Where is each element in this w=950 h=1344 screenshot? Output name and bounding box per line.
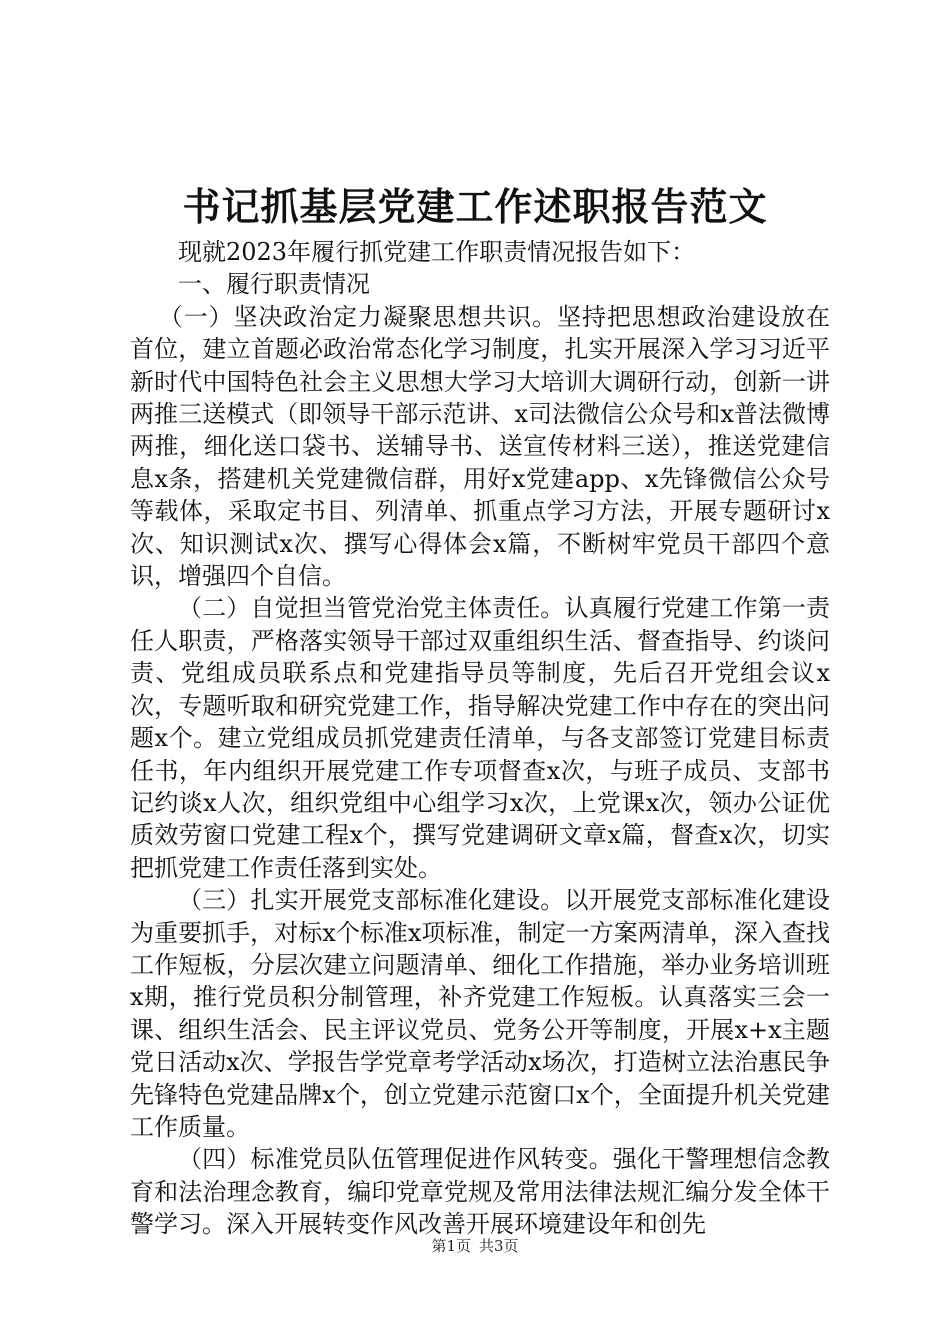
document-body xyxy=(130,236,830,1241)
page-total: 共3页 xyxy=(479,1237,519,1255)
paragraph-item-4: （四）标准党员队伍管理促进作风转变。强化干警理想信念教育和法治理念教育，编印党章党规及常用法律法规汇编分发全体干警学习。深入开展转变作风改善开展环境建设年和创先 xyxy=(130,1145,830,1239)
intro-paragraph: 现就2023年履行抓党建工作职责情况报告如下： xyxy=(178,238,696,266)
document-title: 书记抓基层党建工作述职报告范文 xyxy=(182,184,768,229)
page-number: 第1页 xyxy=(431,1237,471,1255)
page-footer xyxy=(0,1236,950,1256)
paragraph-item-1: （一）坚决政治定力凝聚思想共识。坚持把思想政治建设放在首位，建立首题必政治常态化学习制度，扎实开展深入学习习近平新时代中国特色社会主义思想大学习大培训大调研行动，创新一讲两推三送模式（即领导干部示范讲、x司法微信公众号和x普法微博两推，细化送口袋书、送辅导书、送宣传材料三送），推送党建信息x条，搭建机关党建微信群，用好x党建app、x先锋微信公众号等载体，采取定书目、列清单、抓重点学习方法，开展专题研讨x次、知识测试x次、撰写心得体会x篇，不断树牢党员干部四个意识，增强四个自信。 xyxy=(130,302,830,591)
section-heading: 一、履行职责情况 xyxy=(178,270,370,299)
paragraph-item-3: （三）扎实开展党支部标准化建设。以开展党支部标准化建设为重要抓手，对标x个标准x项标准，制定一方案两清单，深入查找工作短板，分层次建立问题清单、细化工作措施，举办业务培训班x期，推行党员积分制管理，补齐党建工作短板。认真落实三会一课、组织生活会、民主评议党员、党务公开等制度，开展x+x主题党日活动x次、学报告学党章考学活动x场次，打造树立法治惠民争先锋特色党建品牌x个，创立党建示范窗口x个，全面提升机关党建工作质量。 xyxy=(130,886,830,1141)
paragraph-item-2: （二）自觉担当管党治党主体责任。认真履行党建工作第一责任人职责，严格落实领导干部过双重组织生活、督查指导、约谈问责、党组成员联系点和党建指导员等制度，先后召开党组会议x次，专题听取和研究党建工作，指导解决党建工作中存在的突出问题x个。建立党组成员抓党建责任清单，与各支部签订党建目标责任书，年内组织开展党建工作专项督查x次，与班子成员、支部书记约谈x人次，组织党组中心组学习x次，上党课x次，领办公证优质效劳窗口党建工程x个，撰写党建调研文章x篇，督查x次，切实把抓党建工作责任落到实处。 xyxy=(130,594,830,882)
